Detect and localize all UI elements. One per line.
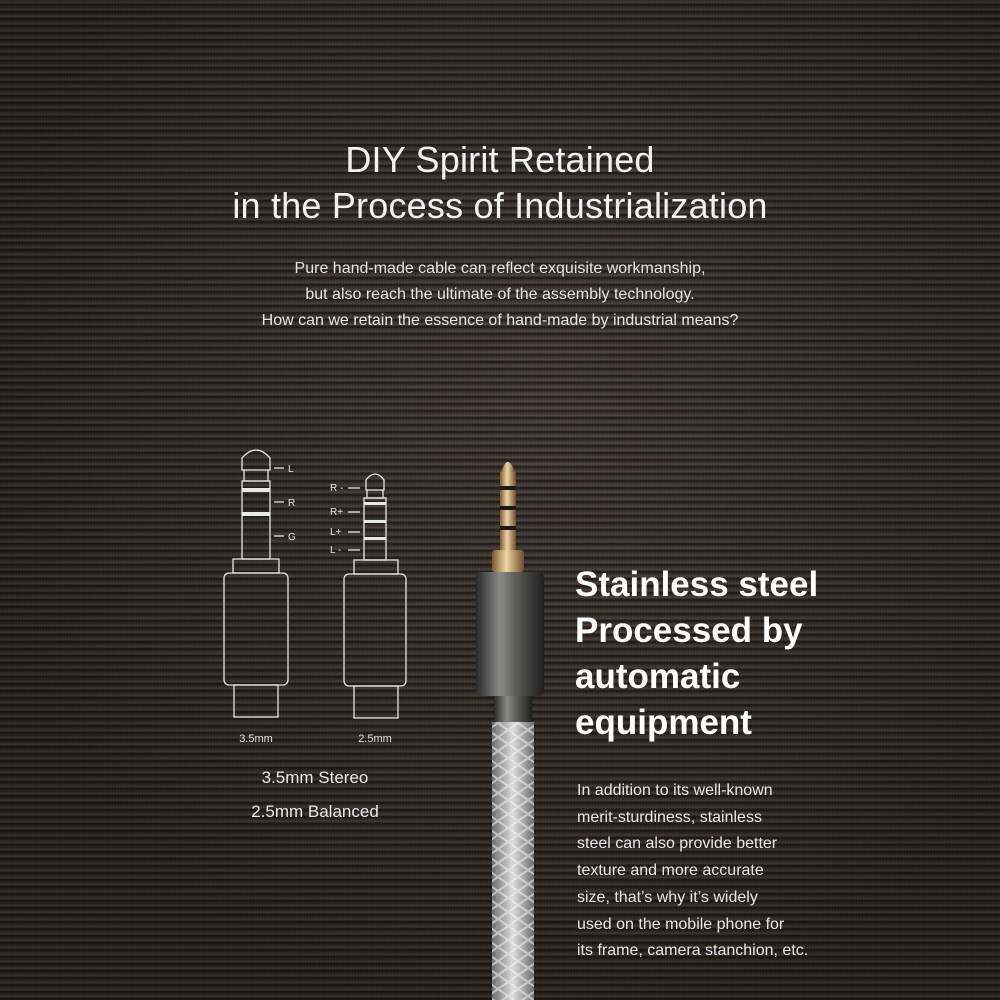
feature-description-line-5: size, that’s why it’s widely xyxy=(577,888,758,906)
jack-2-5mm-insulator-rings xyxy=(364,502,386,540)
jack-3-5mm-caption: 3.5mm xyxy=(239,733,273,745)
jack-3-5mm-label-r: R xyxy=(288,498,296,509)
jack-2-5mm-caption: 2.5mm xyxy=(358,733,392,745)
feature-description-line-6: used on the mobile phone for xyxy=(577,915,785,933)
jack-2-5mm-label-r-plus: R+ xyxy=(330,507,344,518)
jack-2-5mm-illustration xyxy=(344,474,406,718)
feature-description-line-3: steel can also provide better xyxy=(577,835,778,853)
feature-heading-line-1: Stainless steel xyxy=(575,565,819,604)
feature-description-line-1: In addition to its well-known xyxy=(577,782,773,799)
feature-heading-line-2: Processed by xyxy=(575,611,803,650)
balanced-label: 2.5mm Balanced xyxy=(251,802,379,821)
feature-heading xyxy=(575,562,875,746)
intro-paragraph xyxy=(0,256,1000,334)
cable-connector-image xyxy=(468,450,558,1000)
title-line-2: in the Process of Industrialization xyxy=(232,185,768,226)
intro-line-3: How can we retain the essence of hand-made by industrial means? xyxy=(261,312,739,329)
intro-line-2: but also reach the ultimate of the assembly technology. xyxy=(305,286,695,303)
intro-line-1: Pure hand-made cable can reflect exquisite workmanship, xyxy=(294,260,706,277)
jack-2-5mm-label-r-minus: R - xyxy=(330,483,344,494)
jack-3-5mm-label-l: L xyxy=(288,464,294,475)
feature-description-line-7: its frame, camera stanchion, etc. xyxy=(577,942,809,960)
jack-3-5mm-label-g: G xyxy=(288,532,296,543)
feature-heading-line-3: automatic xyxy=(575,657,741,696)
feature-description-line-2: merit-sturdiness, stainless xyxy=(577,808,762,826)
jack-2-5mm-label-l-plus: L+ xyxy=(330,527,342,538)
jack-3-5mm-insulator-rings xyxy=(242,488,270,516)
jack-2-5mm-label-l-minus: L - xyxy=(330,545,342,556)
feature-description-line-4: texture and more accurate xyxy=(577,862,764,880)
stereo-label: 3.5mm Stereo xyxy=(261,768,369,787)
page-title xyxy=(0,137,1000,229)
feature-description xyxy=(577,778,877,965)
jack-diagram xyxy=(200,440,430,740)
title-line-1: DIY Spirit Retained xyxy=(345,139,655,180)
feature-heading-line-4: equipment xyxy=(575,703,752,742)
